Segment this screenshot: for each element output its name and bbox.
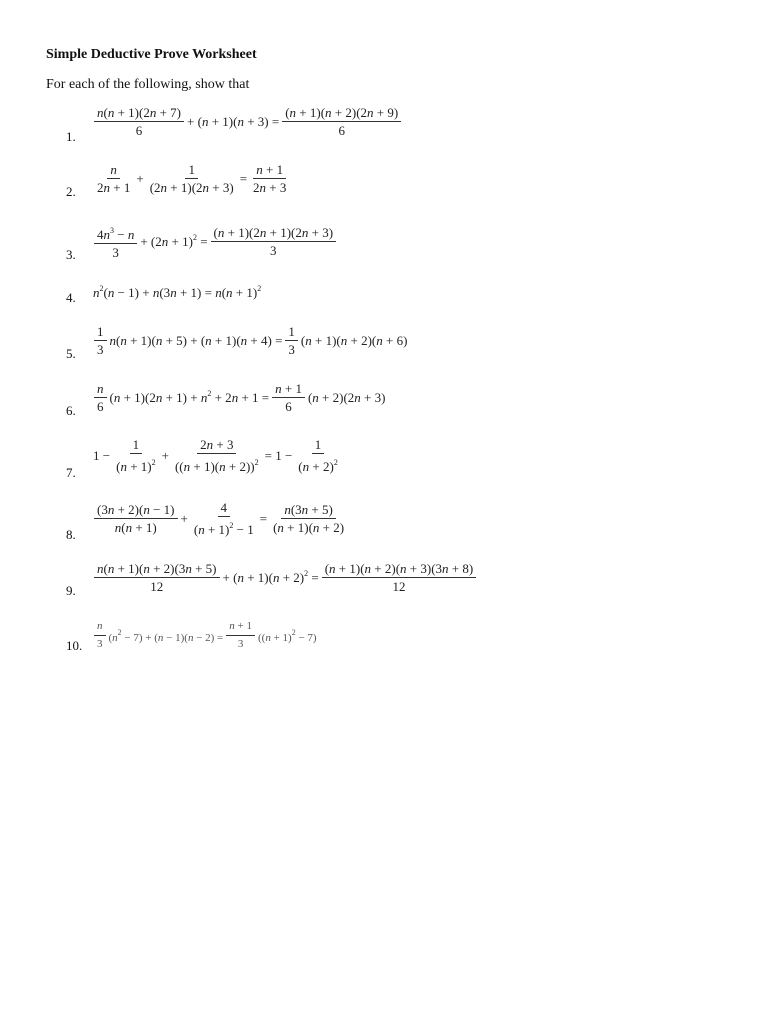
equation: $\frac{n(n + 1)(n + 2)(3n + 5)}{12}$ + $(n + 1)(n + 2)^2$ = $\frac{(n + 1)(n + 2)(n + 3)(3n + 8)}{12}$ xyxy=(92,561,478,594)
equation: $\frac{(3n + 2)(n - 1)}{n(n + 1)}$ + $\frac{4}{(n + 1)^2 - 1}$ = $\frac{n(3n + 5)}{(n + 1)(n + 2)}$ xyxy=(92,500,349,537)
problem-number: 9. xyxy=(66,583,76,598)
equation: 1 − $\frac{1}{(n + 1)^2}$ + $\frac{2n + 3}{((n + 1)(n + 2))^2}$ = 1 − $\frac{1}{(n + 2)^2}$ xyxy=(93,437,338,474)
equation: $\frac{n(n + 1)(2n + 7)}{6}$ + (n + 1)(n + 3) = $\frac{(n + 1)(n + 2)(2n + 9)}{6}$ xyxy=(92,105,403,138)
problem-number: 1. xyxy=(66,129,76,144)
worksheet-title: Simple Deductive Prove Worksheet xyxy=(46,47,257,62)
problem-number: 3. xyxy=(66,247,76,262)
problem-number: 4. xyxy=(66,290,76,305)
equation: $\frac{1}{3}$ n(n + 1)(n + 5) + (n + 1)(n + 4) = $\frac{1}{3}$ (n + 1)(n + 2)(n + 6) xyxy=(92,324,408,357)
problem-number: 6. xyxy=(66,403,76,418)
problem-number: 8. xyxy=(66,527,76,542)
problem-number: 7. xyxy=(66,465,76,480)
problem-number: 2. xyxy=(66,184,76,199)
problem-number: 10. xyxy=(66,638,83,653)
equation: $\frac{n}{6}$ $(n + 1)(2n + 1) + n^2 + 2n + 1$ = $\frac{n + 1}{6}$ (n + 2)(2n + 3) xyxy=(92,381,386,414)
worksheet-intro: For each of the following, show that xyxy=(46,77,250,92)
equation: $\frac{n}{2n + 1}$ + $\frac{1}{(2n + 1)(2n + 3)}$ = $\frac{n + 1}{2n + 3}$ xyxy=(97,162,287,195)
problem-number: 5. xyxy=(66,346,76,361)
equation: $\frac{4n^3 - n}{3}$ + $(2n + 1)^2$ = $\frac{(n + 1)(2n + 1)(2n + 3)}{3}$ xyxy=(92,223,338,260)
equation: $\frac{n}{3}$ $(n^2 - 7) + (n - 1)(n - 2)$ = $\frac{n + 1}{3}$ $((n + 1)^2 - 7)$ xyxy=(92,619,318,652)
equation: $n^2(n - 1) + n(3n + 1) = n(n + 1)^2$ xyxy=(93,284,262,300)
